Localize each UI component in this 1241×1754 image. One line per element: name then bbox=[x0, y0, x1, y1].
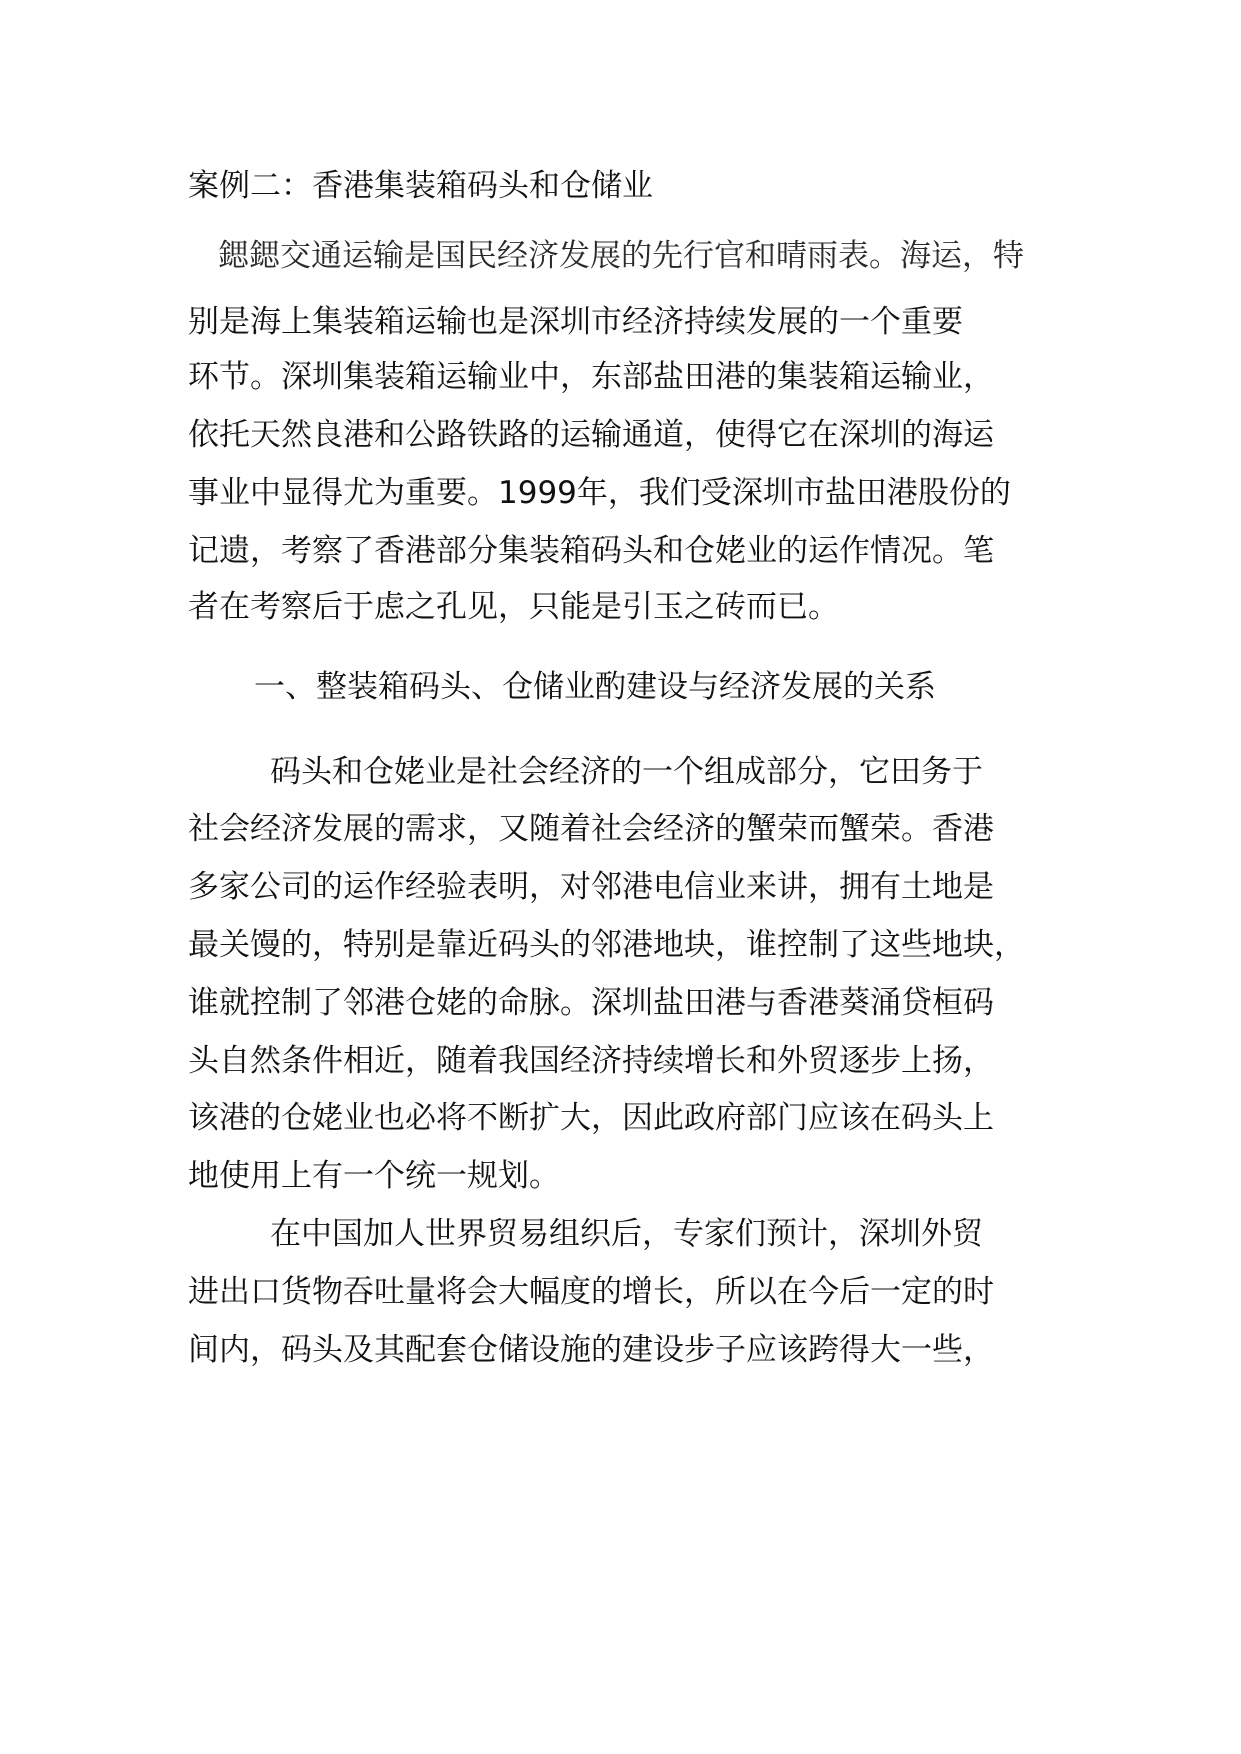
paragraph1-line-3: 多家公司的运作经验表明，对邻港电信业来讲，拥有土地是 bbox=[188, 869, 994, 905]
intro-line-1: 鍶鍶交通运输是国民经济发展的先行官和晴雨表。海运，特 bbox=[218, 238, 1024, 274]
intro-line-7: 者在考察后于虑之孔见，只能是引玉之砖而已。 bbox=[188, 589, 839, 625]
paragraph2-line-2: 进出口货物吞吐量将会大幅度的增长，所以在今后一定的时 bbox=[188, 1274, 994, 1310]
intro-line-4: 依托天然良港和公路铁路的运输通道，使得它在深圳的海运 bbox=[188, 417, 994, 453]
intro-line-5: 事业中显得尤为重要。1999年，我们受深圳市盐田港股份的 bbox=[188, 475, 1011, 511]
section-heading: 一、整装箱码头、仓储业酌建设与经济发展的关系 bbox=[254, 669, 936, 705]
intro-line-6: 记遗，考察了香港部分集装箱码头和仓姥业的运作情况。笔 bbox=[188, 533, 994, 569]
paragraph1-line-1: 码头和仓姥业是社会经济的一个组成部分，它田务于 bbox=[270, 754, 983, 790]
intro-line-3: 环节。深圳集装箱运输业中，东部盐田港的集装箱运输业， bbox=[188, 359, 994, 395]
paragraph2-line-1: 在中国加人世界贸易组织后，专家们预计，深圳外贸 bbox=[270, 1216, 983, 1252]
paragraph1-line-4: 最关馒的，特别是靠近码头的邻港地块，谁控制了这些地块， bbox=[188, 927, 1025, 963]
paragraph1-line-2: 社会经济发展的需求，又随着社会经济的蟹荣而蟹荣。香港 bbox=[188, 811, 994, 847]
intro-line-2: 别是海上集装箱运输也是深圳市经济持续发展的一个重要 bbox=[188, 304, 963, 340]
document-title: 案例二：香港集装箱码头和仓储业 bbox=[188, 168, 653, 204]
paragraph1-line-6: 头自然条件相近，随着我国经济持续增长和外贸逐步上扬， bbox=[188, 1043, 994, 1079]
paragraph1-line-5: 谁就控制了邻港仓姥的命脉。深圳盐田港与香港葵涌贷桓码 bbox=[188, 985, 994, 1021]
paragraph1-line-7: 该港的仓姥业也必将不断扩大，因此政府部门应该在码头上 bbox=[188, 1100, 994, 1136]
paragraph2-line-3: 间内，码头及其配套仓储设施的建设步子应该跨得大一些， bbox=[188, 1332, 994, 1368]
paragraph1-line-8: 地使用上有一个统一规划。 bbox=[188, 1158, 560, 1194]
